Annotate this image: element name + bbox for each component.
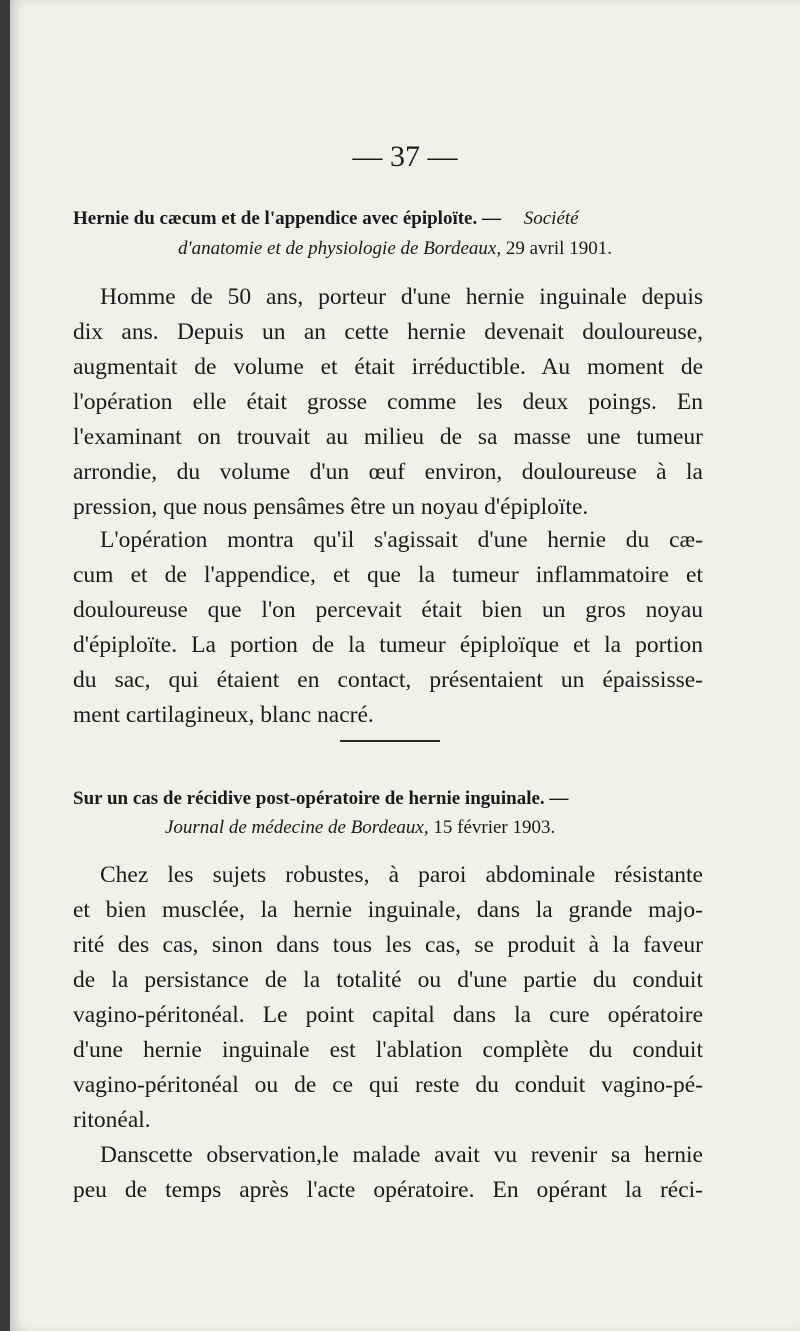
article-1-p1-line-3: augmentait de volume et était irréductible. Au moment de (73, 354, 703, 380)
article-1-p2-line-4: d'épiploïte. La portion de la tumeur épiploïque et la portion (73, 632, 703, 658)
article-1-journal-start: Société (523, 208, 579, 229)
document-page (10, 0, 800, 1331)
article-1-p2-line-1: L'opération montra qu'il s'agissait d'une hernie du cæ- (100, 527, 703, 553)
article-2-p1-line-4: de la persistance de la totalité ou d'une partie du conduit (73, 967, 703, 993)
page-number: — 37 — (352, 140, 458, 173)
article-1-p1-line-4: l'opération elle était grosse comme les deux poings. En (73, 389, 703, 415)
article-1-source (178, 238, 612, 260)
article-1-p1-line-2: dix ans. Depuis un an cette hernie devenait douloureuse, (73, 319, 703, 345)
article-2-source-journal: Journal de médecine de Bordeaux, (165, 817, 429, 838)
article-2-title: Sur un cas de récidive post-opératoire de hernie inguinale. — (73, 788, 569, 809)
article-2-source-date: 15 février 1903. (433, 817, 556, 838)
article-2-p1-line-2: et bien musclée, la hernie inguinale, dans la grande majo- (73, 897, 703, 923)
article-1-p1-line-1: Homme de 50 ans, porteur d'une hernie inguinale depuis (100, 284, 703, 310)
article-1-p2-line-2: cum et de l'appendice, et que la tumeur inflammatoire et (73, 562, 703, 588)
article-1-title-line (73, 208, 579, 230)
article-2-p1-line-8: ritonéal. (73, 1107, 151, 1133)
article-1-source-journal: d'anatomie et de physiologie de Bordeaux, (178, 238, 502, 259)
article-1-p2-line-5: du sac, qui étaient en contact, présentaient un épaississe- (73, 667, 703, 693)
article-2-p1-line-1: Chez les sujets robustes, à paroi abdominale résistante (100, 862, 703, 888)
article-1-p1-line-5: l'examinant on trouvait au milieu de sa masse une tumeur (73, 424, 703, 450)
article-2-p1-line-7: vagino-péritonéal ou de ce qui reste du conduit vagino-pé- (73, 1072, 703, 1098)
article-2-p1-line-3: rité des cas, sinon dans tous les cas, se produit à la faveur (73, 932, 703, 958)
article-2-p2-line-1: Danscette observation,le malade avait vu revenir sa hernie (100, 1142, 703, 1168)
article-1-p1-line-6: arrondie, du volume d'un œuf environ, douloureuse à la (73, 459, 703, 485)
article-2-title-line (73, 788, 568, 810)
article-2-p1-line-6: d'une hernie inguinale est l'ablation complète du conduit (73, 1037, 703, 1063)
article-1-title: Hernie du cæcum et de l'appendice avec épiploïte. — (73, 208, 501, 229)
section-divider (340, 740, 440, 742)
article-1-source-date: 29 avril 1901. (505, 238, 612, 259)
article-1-p2-line-6: ment cartilagineux, blanc nacré. (73, 702, 374, 728)
article-2-p2-line-2: peu de temps après l'acte opératoire. En opérant la réci- (73, 1177, 703, 1203)
article-2-source (165, 817, 555, 839)
article-1-p1-line-7: pression, que nous pensâmes être un noyau d'épiploïte. (73, 494, 589, 520)
article-1-p2-line-3: douloureuse que l'on percevait était bien un gros noyau (73, 597, 703, 623)
article-2-p1-line-5: vagino-péritonéal. Le point capital dans la cure opératoire (73, 1002, 703, 1028)
